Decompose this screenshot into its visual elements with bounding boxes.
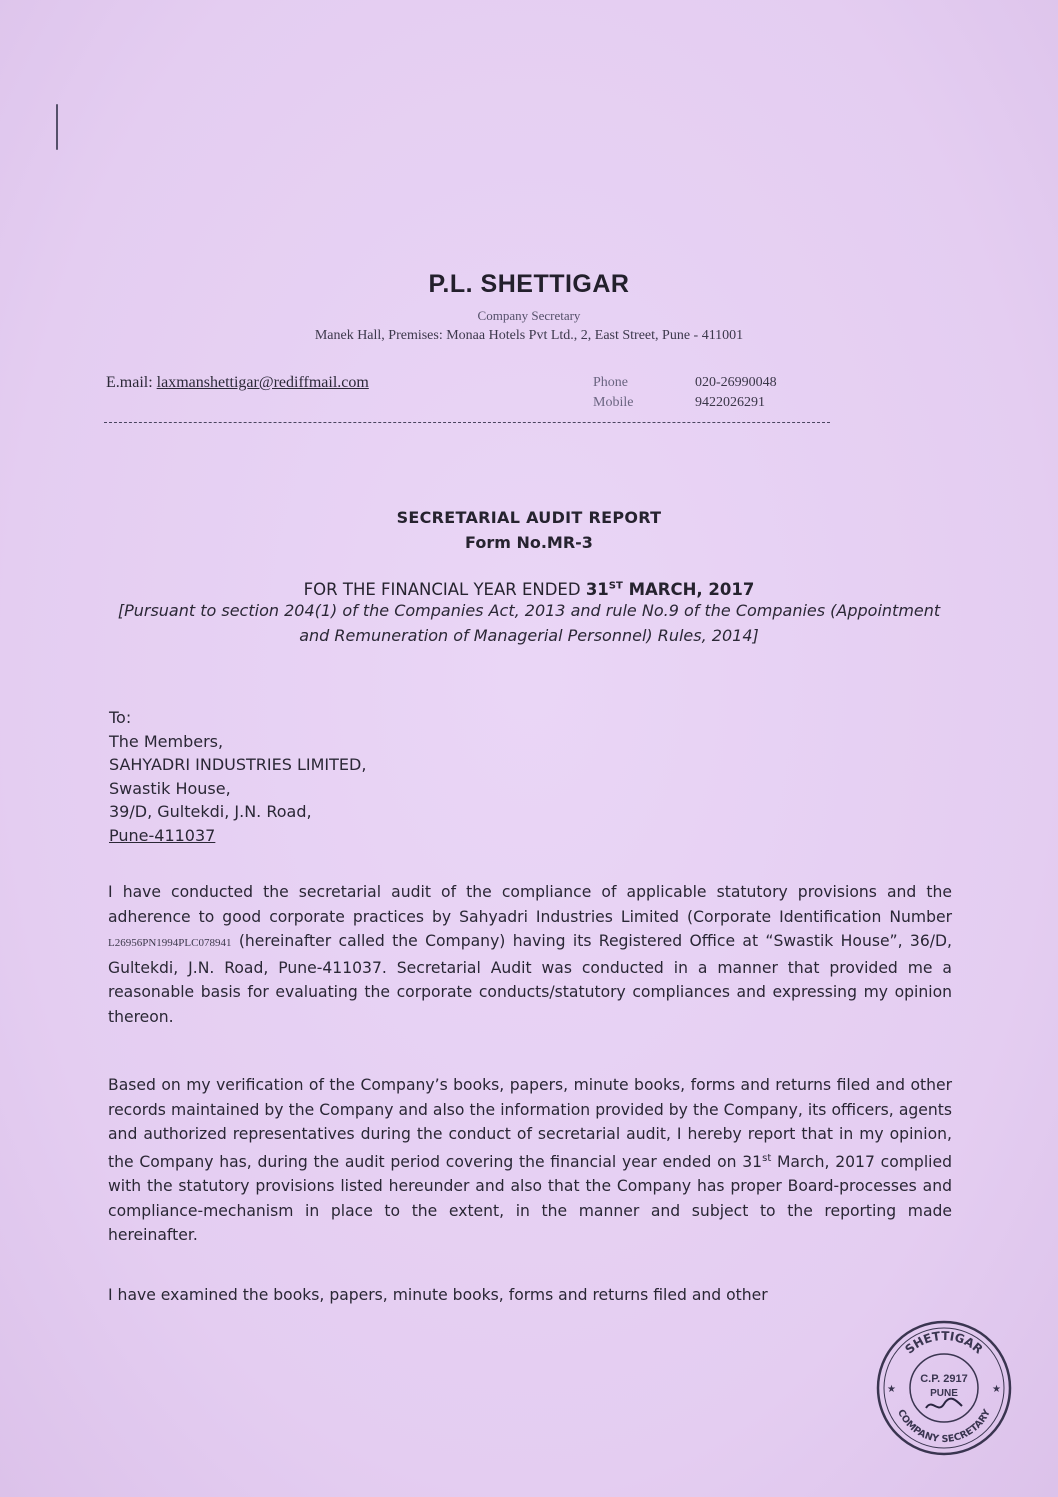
fy-day: 31 — [585, 580, 609, 599]
letterhead-role: Company Secretary — [477, 308, 581, 323]
seal-star-left: ★ — [887, 1384, 896, 1395]
fy-prefix: FOR THE FINANCIAL YEAR ENDED — [303, 580, 581, 599]
fy-rest: MARCH, 2017 — [628, 580, 755, 599]
addressee-line-4: 39/D, Gultekdi, J.N. Road, — [109, 802, 312, 821]
cin-number: L26956PN1994PLC078941 — [108, 937, 232, 949]
addressee-line-5: Pune-411037 — [109, 825, 216, 845]
financial-year-line — [0, 580, 1058, 599]
phone-number: 020-26990048 — [695, 375, 777, 390]
seal-signature — [926, 1399, 962, 1408]
paragraph-1-part-b: (hereinafter called the Company) having its Registered Office at “Swastik House”, 36/D, Gultekdi, J.N. Road, Pune-411037. Secretarial Audit was conducted in a manner that provided me a reasonable basis for evaluating the corporate conducts/statutory compliances and expressing my opinion thereon. — [108, 932, 952, 1026]
paragraph-1-part-a: I have conducted the secretarial audit of the compliance of applicable statutory provisions and the adherence to good corporate practices by Sahyadri Industries Limited (Corporate Identification Number — [108, 883, 952, 926]
seal-star-right: ★ — [992, 1384, 1001, 1395]
seal-number: C.P. 2917 — [920, 1373, 968, 1385]
margin-pen-mark — [56, 104, 58, 150]
email-row — [106, 374, 369, 392]
paragraph-3: I have examined the books, papers, minute books, forms and returns filed and other — [108, 1286, 768, 1304]
addressee-line-3: Swastik House, — [109, 778, 231, 798]
letterhead-divider — [104, 422, 830, 423]
company-secretary-seal — [874, 1318, 1014, 1458]
report-title: SECRETARIAL AUDIT REPORT — [396, 508, 662, 527]
addressee-to: To: — [109, 708, 132, 727]
seal-city: PUNE — [930, 1388, 958, 1399]
contact-labels — [593, 373, 633, 413]
paragraph-1 — [108, 880, 952, 1029]
mobile-number: 9422026291 — [695, 395, 765, 410]
mobile-label: Mobile — [593, 395, 634, 410]
addressee-block — [109, 706, 366, 847]
phone-label: Phone — [593, 375, 628, 390]
seal-bottom-text: COMPANY SECRETARY — [895, 1407, 993, 1446]
email-link[interactable]: laxmanshettigar@rediffmail.com — [156, 374, 369, 391]
fy-day-suffix: ST — [608, 580, 623, 592]
email-label: E.mail: — [106, 374, 153, 391]
paragraph-2-sup: st — [762, 1152, 772, 1164]
paragraph-2-part-b: March, 2017 complied with the statutory provisions listed hereunder and also that the Company has proper Board-processes and compliance-mechanism in place to the extent, in the manner and subject to the reporting made hereinafter. — [108, 1152, 952, 1245]
paragraph-2-part-a: Based on my verification of the Company’s books, papers, minute books, forms and returns filed and other records maintained by the Company and also the information provided by the Company, its officers, agents and authorized representatives during the conduct of secretarial audit, I hereby report that in my opinion, the Company has, during the audit period covering the financial year ended on 31 — [108, 1076, 952, 1171]
letterhead-name: P.L. SHETTIGAR — [428, 270, 630, 298]
seal-top-text: SHETTIGAR — [902, 1328, 986, 1357]
addressee-line-1: The Members, — [109, 731, 224, 751]
addressee-line-2: SAHYADRI INDUSTRIES LIMITED, — [109, 755, 367, 774]
letterhead-address: Manek Hall, Premises: Monaa Hotels Pvt Ltd., 2, East Street, Pune - 411001 — [314, 328, 744, 343]
paragraph-2 — [108, 1073, 952, 1248]
form-number: Form No.MR-3 — [465, 533, 593, 552]
contact-values — [695, 373, 777, 413]
pursuant-note: [Pursuant to section 204(1) of the Companies Act, 2013 and rule No.9 of the Companies (Appointment and Remuneration of Managerial Personnel) Rules, 2014] — [117, 601, 941, 645]
